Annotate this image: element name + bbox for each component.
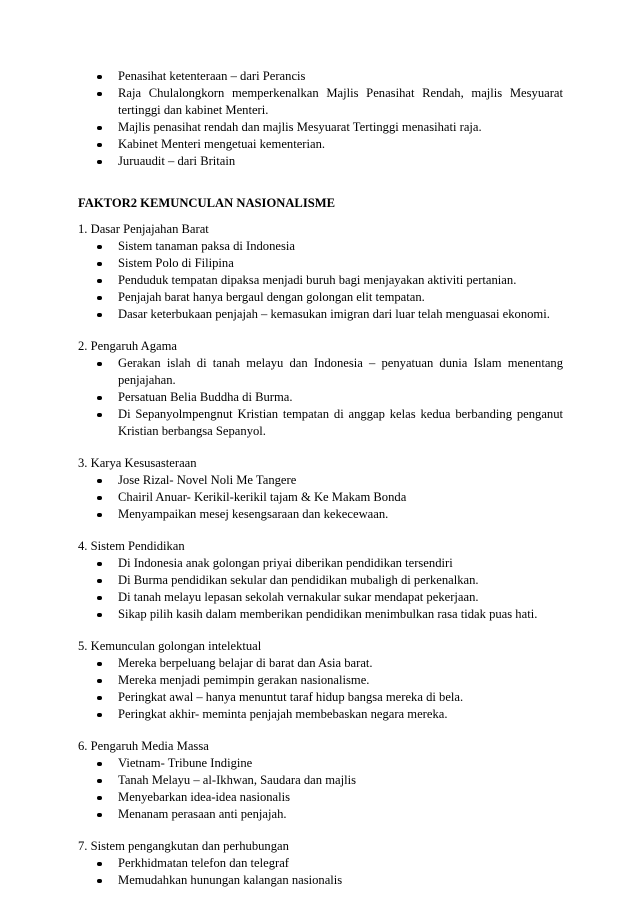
list-item: Sikap pilih kasih dalam memberikan pendidikan menimbulkan rasa tidak puas hati. [78, 606, 563, 623]
factor-sections [78, 221, 563, 904]
section-media-massa [78, 738, 563, 823]
bullet-list [78, 755, 563, 823]
bullet-list [78, 472, 563, 523]
list-item: Peringkat akhir- meminta penjajah membebaskan negara mereka. [78, 706, 563, 723]
list-item: Peringkat awal – hanya menuntut taraf hidup bangsa mereka di bela. [78, 689, 563, 706]
list-item: Tanah Melayu – al-Ikhwan, Saudara dan majlis [78, 772, 563, 789]
list-item: Mereka berpeluang belajar di barat dan Asia barat. [78, 655, 563, 672]
list-item: Sistem Polo di Filipina [78, 255, 563, 272]
list-item: Menyampaikan mesej kesengsaraan dan kekecewaan. [78, 506, 563, 523]
section-sistem-pendidikan [78, 538, 563, 623]
list-item: Dasar keterbukaan penjajah – kemasukan imigran dari luar telah menguasai ekonomi. [78, 306, 563, 323]
list-item: Juruaudit – dari Britain [78, 153, 563, 170]
section-heading: FAKTOR2 KEMUNCULAN NASIONALISME [78, 196, 336, 210]
section-karya-kesusasteraan [78, 455, 563, 523]
list-item: Vietnam- Tribune Indigine [78, 755, 563, 772]
list-item: Di Sepanyolmpengnut Kristian tempatan di anggap kelas kedua berbanding penganut Kristian berbangsa Sepanyol. [78, 406, 563, 440]
list-item: Chairil Anuar- Kerikil-kerikil tajam & Ke Makam Bonda [78, 489, 563, 506]
list-item: Menyebarkan idea-idea nasionalis [78, 789, 563, 806]
list-item: Di tanah melayu lepasan sekolah vernakular sukar mendapat pekerjaan. [78, 589, 563, 606]
section-title: 5. Kemunculan golongan intelektual [78, 639, 262, 653]
list-item: Gerakan islah di tanah melayu dan Indonesia – penyatuan dunia Islam menentang penjajahan. [78, 355, 563, 389]
section-title: 7. Sistem pengangkutan dan perhubungan [78, 839, 289, 853]
section-pengaruh-agama [78, 338, 563, 440]
top-bullet-list [78, 68, 563, 170]
list-item: Menanam perasaan anti penjajah. [78, 806, 563, 823]
list-item: Kabinet Menteri mengetuai kementerian. [78, 136, 563, 153]
list-item: Majlis penasihat rendah dan majlis Mesyuarat Tertinggi menasihati raja. [78, 119, 563, 136]
section-title: 3. Karya Kesusasteraan [78, 456, 197, 470]
section-golongan-intelektual [78, 638, 563, 723]
list-item: Persatuan Belia Buddha di Burma. [78, 389, 563, 406]
list-item: Sistem tanaman paksa di Indonesia [78, 238, 563, 255]
list-item: Raja Chulalongkorn memperkenalkan Majlis Penasihat Rendah, majlis Mesyuarat tertinggi dan kabinet Menteri. [78, 85, 563, 119]
list-item: Jose Rizal- Novel Noli Me Tangere [78, 472, 563, 489]
list-item: Memudahkan hunungan kalangan nasionalis [78, 872, 563, 889]
section-pengangkutan-perhubungan [78, 838, 563, 889]
list-item: Penduduk tempatan dipaksa menjadi buruh bagi menjayakan aktiviti pertanian. [78, 272, 563, 289]
list-item: Di Burma pendidikan sekular dan pendidikan mubaligh di perkenalkan. [78, 572, 563, 589]
list-item: Mereka menjadi pemimpin gerakan nasionalisme. [78, 672, 563, 689]
list-item: Perkhidmatan telefon dan telegraf [78, 855, 563, 872]
section-title: 4. Sistem Pendidikan [78, 539, 185, 553]
bullet-list [78, 355, 563, 440]
section-title: 6. Pengaruh Media Massa [78, 739, 209, 753]
bullet-list [78, 555, 563, 623]
section-title: 1. Dasar Penjajahan Barat [78, 222, 209, 236]
bullet-list [78, 855, 563, 889]
list-item: Di Indonesia anak golongan priyai diberikan pendidikan tersendiri [78, 555, 563, 572]
bullet-list [78, 238, 563, 323]
section-title: 2. Pengaruh Agama [78, 339, 177, 353]
list-item: Penjajah barat hanya bergaul dengan golongan elit tempatan. [78, 289, 563, 306]
bullet-list [78, 655, 563, 723]
section-dasar-penjajahan [78, 221, 563, 323]
list-item: Penasihat ketenteraan – dari Perancis [78, 68, 563, 85]
